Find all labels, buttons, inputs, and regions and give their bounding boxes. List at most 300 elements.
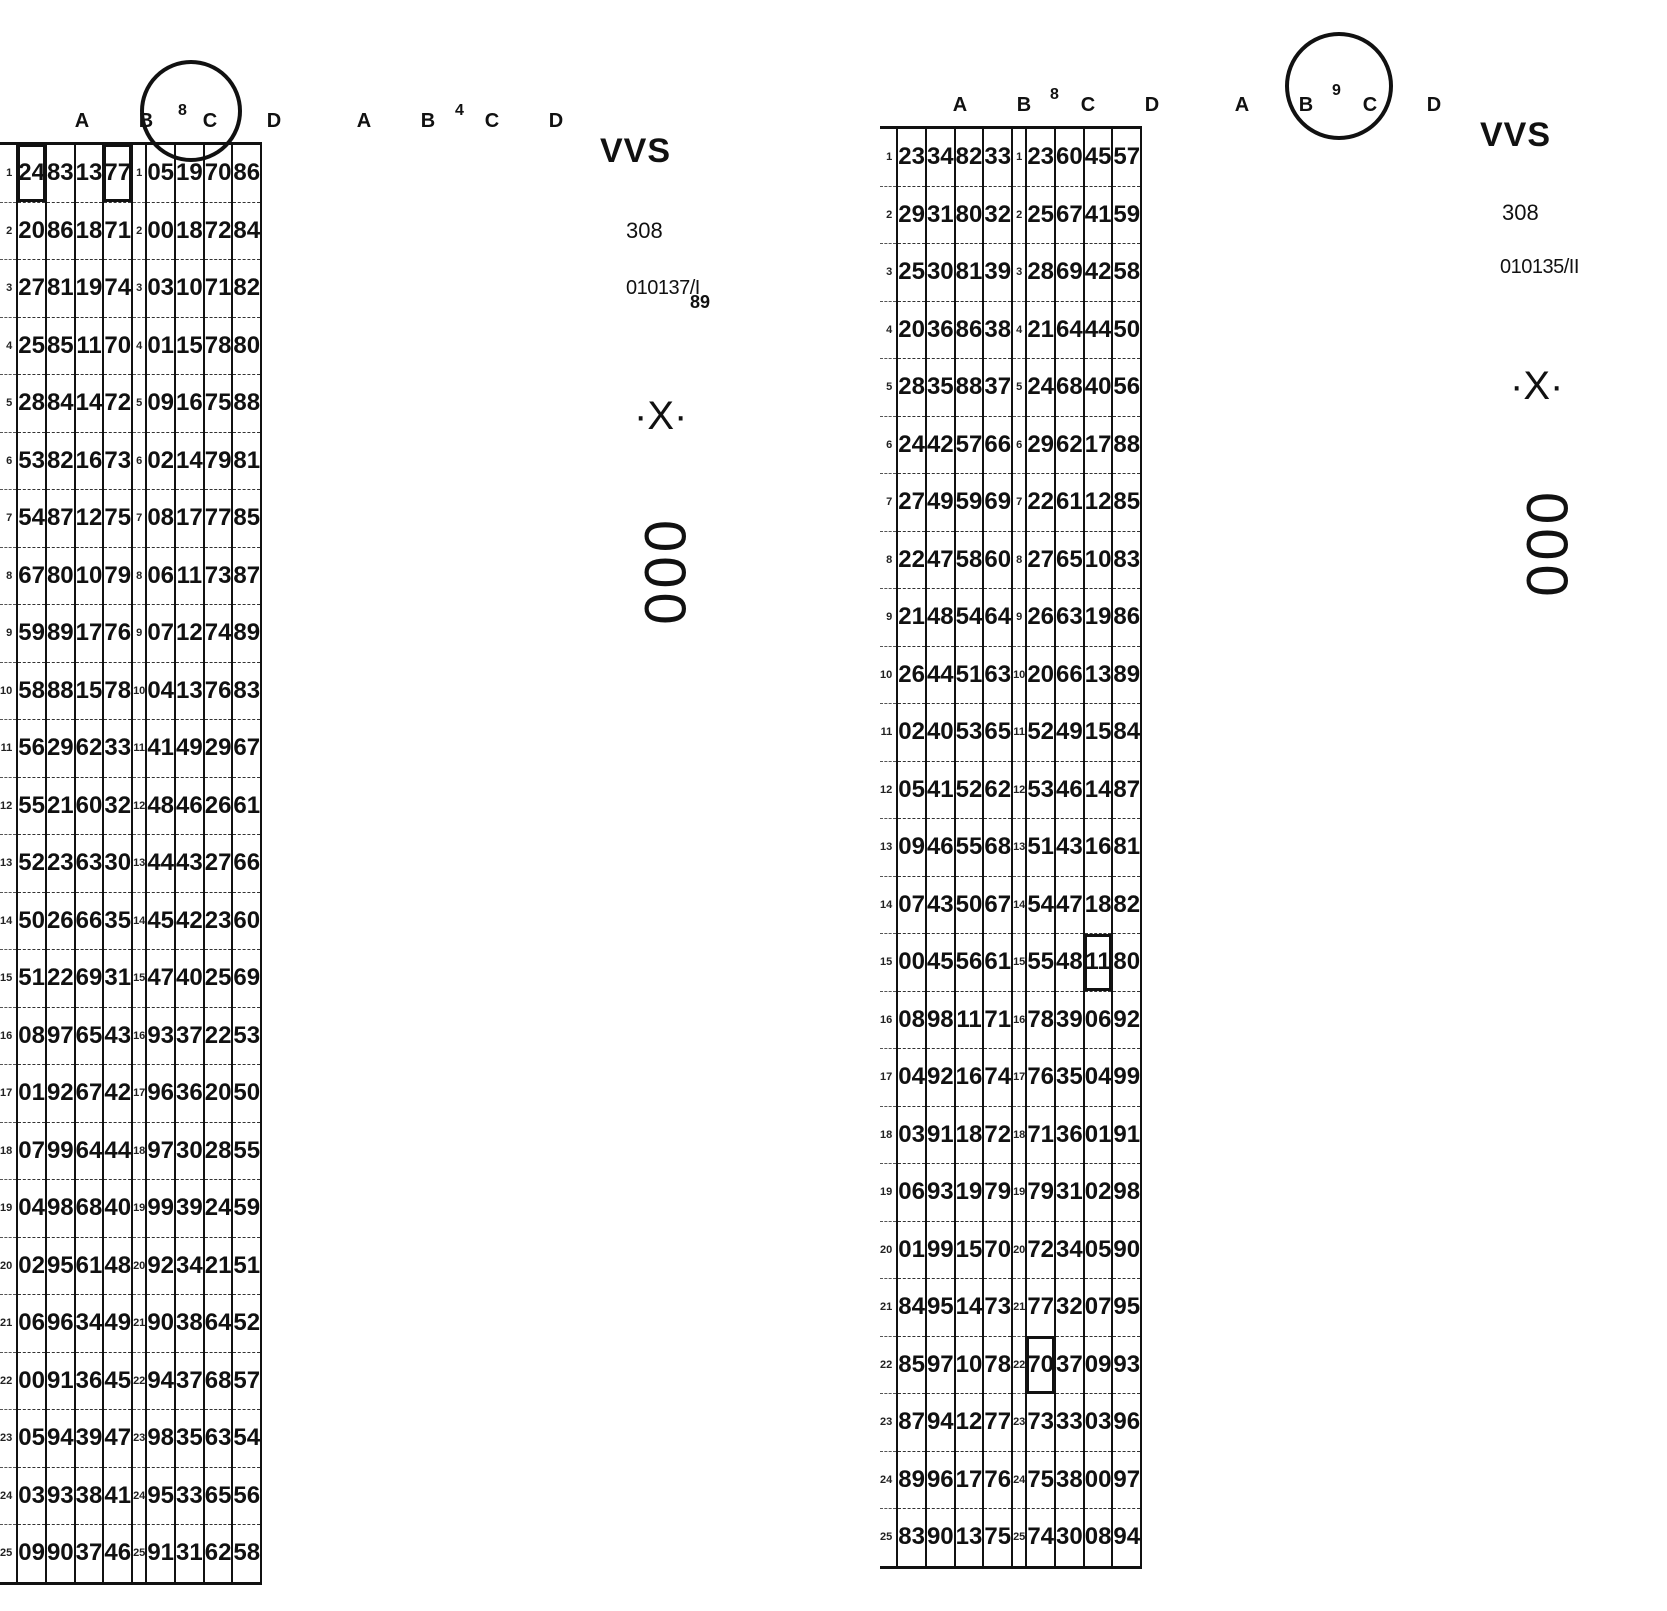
row-number-secondary: 24 [132,1467,146,1525]
grid-cell: 03 [897,1106,926,1164]
grid-cell: 05 [1084,1221,1113,1279]
row-number: 22 [880,1336,897,1394]
row-number-secondary: 21 [1012,1279,1026,1337]
grid-cell: 24 [1026,359,1055,417]
number-grid [0,142,262,1585]
column-header-a2: A [356,110,372,132]
grid-cell: 36 [1055,1106,1084,1164]
grid-cell: 44 [103,1122,132,1180]
row-number-secondary: 16 [132,1007,146,1065]
table-row [0,1295,261,1353]
grid-cell: 54 [232,1410,261,1468]
row-number: 6 [0,432,17,490]
grid-cell: 37 [75,1525,104,1584]
row-number: 22 [0,1352,17,1410]
grid-cell: 95 [1112,1279,1141,1337]
row-number-secondary: 1 [1012,128,1026,187]
table-row [880,474,1141,532]
grid-cell: 97 [46,1007,75,1065]
grid-cell: 02 [1084,1164,1113,1222]
table-row [880,819,1141,877]
grid-cell: 99 [926,1221,955,1279]
grid-cell: 57 [955,416,984,474]
table-row [880,301,1141,359]
row-number-secondary: 1 [132,144,146,203]
grid-cell: 31 [175,1525,204,1584]
grid-cell: 94 [46,1410,75,1468]
grid-cell: 79 [1026,1164,1055,1222]
grid-cell: 25 [17,317,46,375]
row-number-secondary: 6 [1012,416,1026,474]
grid-cell: 86 [232,144,261,203]
row-number-secondary: 17 [132,1065,146,1123]
column-header-d2: D [548,110,564,132]
grid-cell: 78 [204,317,233,375]
grid-cell: 70 [103,317,132,375]
grid-cell: 27 [204,835,233,893]
grid-cell: 99 [1112,1049,1141,1107]
grid-cell: 66 [1055,646,1084,704]
grid-cell: 04 [897,1049,926,1107]
grid-cell: 58 [232,1525,261,1584]
grid-cell: 23 [46,835,75,893]
grid-cell: 89 [46,605,75,663]
grid-cell: 32 [1055,1279,1084,1337]
grid-cell: 61 [75,1237,104,1295]
grid-cell: 15 [175,317,204,375]
grid-cell: 21 [204,1237,233,1295]
table-row [0,1352,261,1410]
column-headers [880,82,1500,124]
grid-cell: 15 [955,1221,984,1279]
row-number: 8 [880,531,897,589]
grid-cell: 63 [204,1410,233,1468]
row-number: 4 [0,317,17,375]
grid-cell: 61 [232,777,261,835]
grid-cell: 75 [1026,1451,1055,1509]
grid-cell: 53 [232,1007,261,1065]
grid-cell: 09 [17,1525,46,1584]
grid-cell: 77 [983,1394,1012,1452]
grid-cell: 13 [75,144,104,203]
grid-cell: 42 [175,892,204,950]
grid-cell: 85 [1112,474,1141,532]
grid-cell: 19 [1084,589,1113,647]
row-number-secondary: 25 [1012,1509,1026,1568]
grid-cell: 48 [146,777,175,835]
number-grid [880,126,1142,1569]
table-row [0,375,261,433]
grid-cell: 76 [204,662,233,720]
grid-cell: 11 [955,991,984,1049]
row-number: 2 [0,202,17,260]
grid-cell: 48 [103,1237,132,1295]
row-number-secondary: 7 [132,490,146,548]
row-number-secondary: 12 [1012,761,1026,819]
grid-cell: 40 [926,704,955,762]
vvs-label: VVS [600,132,672,170]
grid-cell: 60 [75,777,104,835]
grid-cell: 90 [1112,1221,1141,1279]
grid-cell: 65 [1055,531,1084,589]
grid-cell: 28 [1026,244,1055,302]
grid-cell: 85 [46,317,75,375]
table-row [880,704,1141,762]
grid-cell: 71 [204,260,233,318]
grid-cell: 92 [46,1065,75,1123]
grid-cell: 73 [983,1279,1012,1337]
grid-cell: 21 [1026,301,1055,359]
row-number-secondary: 22 [1012,1336,1026,1394]
grid-cell: 25 [897,244,926,302]
grid-cell: 33 [1055,1394,1084,1452]
grid-cell: 36 [175,1065,204,1123]
grid-cell: 68 [1055,359,1084,417]
table-row [0,720,261,778]
row-number-secondary: 2 [1012,186,1026,244]
column-headers [0,102,620,140]
grid-cell: 53 [955,704,984,762]
grid-cell: 98 [46,1180,75,1238]
grid-cell: 47 [926,531,955,589]
grid-cell: 14 [1084,761,1113,819]
row-number: 20 [880,1221,897,1279]
grid-cell: 16 [1084,819,1113,877]
grid-cell: 55 [17,777,46,835]
grid-cell: 54 [1026,876,1055,934]
column-header-b2: B [420,110,436,132]
grid-cell: 06 [17,1295,46,1353]
grid-cell: 88 [1112,416,1141,474]
grid-cell: 61 [1055,474,1084,532]
row-number: 5 [0,375,17,433]
row-number-secondary: 15 [132,950,146,1008]
grid-cell: 37 [1055,1336,1084,1394]
reference-label: 010135/II [1500,256,1579,278]
row-number-secondary: 2 [132,202,146,260]
grid-cell: 80 [46,547,75,605]
grid-cell: 13 [955,1509,984,1568]
grid-cell: 92 [146,1237,175,1295]
grid-cell: 10 [75,547,104,605]
grid-cell: 80 [1112,934,1141,992]
grid-cell: 51 [955,646,984,704]
column-header-a2: A [1234,94,1250,116]
grid-cell: 31 [103,950,132,1008]
table-row [880,761,1141,819]
grid-cell: 41 [926,761,955,819]
grid-cell: 08 [1084,1509,1113,1568]
grid-cell: 49 [1055,704,1084,762]
grid-cell: 50 [1112,301,1141,359]
grid-cell: 07 [146,605,175,663]
grid-cell: 42 [103,1065,132,1123]
grid-cell: 89 [897,1451,926,1509]
grid-cell: 17 [75,605,104,663]
grid-cell: 58 [955,531,984,589]
grid-cell: 73 [1026,1394,1055,1452]
grid-cell: 23 [1026,128,1055,187]
grid-cell: 26 [204,777,233,835]
row-number-secondary: 12 [132,777,146,835]
row-number-secondary: 10 [132,662,146,720]
grid-cell: 29 [46,720,75,778]
grid-cell: 62 [1055,416,1084,474]
grid-cell: 04 [1084,1049,1113,1107]
grid-cell: 36 [75,1352,104,1410]
grid-cell: 79 [983,1164,1012,1222]
grid-cell: 00 [897,934,926,992]
grid-cell: 22 [46,950,75,1008]
grid-cell: 31 [1055,1164,1084,1222]
grid-cell: 20 [897,301,926,359]
grid-cell: 46 [175,777,204,835]
grid-cell: 26 [897,646,926,704]
table-row [0,1122,261,1180]
grid-cell: 71 [1026,1106,1055,1164]
grid-cell: 27 [17,260,46,318]
grid-cell: 38 [75,1467,104,1525]
grid-cell: 40 [1084,359,1113,417]
column-header-b2: B [1298,94,1314,116]
column-header-b: B [138,110,154,132]
row-number-secondary: 21 [132,1295,146,1353]
grid-cell: 98 [146,1410,175,1468]
row-number: 3 [0,260,17,318]
row-number-secondary: 3 [132,260,146,318]
grid-cell: 56 [1112,359,1141,417]
row-number: 20 [0,1237,17,1295]
grid-cell: 11 [175,547,204,605]
table-row [0,317,261,375]
grid-cell: 37 [175,1007,204,1065]
grid-cell: 11 [1084,934,1113,992]
grid-cell: 09 [1084,1336,1113,1394]
grid-cell: 41 [1084,186,1113,244]
grid-cell: 87 [1112,761,1141,819]
grid-cell: 63 [1055,589,1084,647]
grid-cell: 44 [1084,301,1113,359]
grid-cell: 04 [146,662,175,720]
grid-cell: 92 [1112,991,1141,1049]
row-number-secondary: 15 [1012,934,1026,992]
grid-cell: 34 [175,1237,204,1295]
grid-cell: 57 [232,1352,261,1410]
grid-cell: 45 [926,934,955,992]
header-superscript: 8 [1050,86,1059,103]
grid-cell: 55 [1026,934,1055,992]
row-number-secondary: 18 [132,1122,146,1180]
column-header-c2: C [484,110,500,132]
grid-cell: 38 [1055,1451,1084,1509]
row-number: 24 [0,1467,17,1525]
grid-cell: 55 [955,819,984,877]
grid-cell: 68 [204,1352,233,1410]
grid-cell: 04 [17,1180,46,1238]
grid-cell: 39 [75,1410,104,1468]
grid-cell: 67 [75,1065,104,1123]
grid-cell: 14 [75,375,104,433]
grid-cell: 49 [175,720,204,778]
grid-cell: 35 [1055,1049,1084,1107]
row-number: 18 [880,1106,897,1164]
header-superscript: 9 [1332,82,1341,99]
row-number: 12 [0,777,17,835]
table-row [0,950,261,1008]
code-label: 308 [626,218,663,243]
column-header-c: C [202,110,218,132]
grid-cell: 71 [103,202,132,260]
grid-cell: 61 [983,934,1012,992]
row-number: 23 [880,1394,897,1452]
grid-cell: 30 [103,835,132,893]
grid-cell: 15 [1084,704,1113,762]
grid-cell: 79 [103,547,132,605]
grid-cell: 67 [17,547,46,605]
row-number-secondary: 5 [1012,359,1026,417]
grid-cell: 17 [955,1451,984,1509]
row-number-secondary: 10 [1012,646,1026,704]
grid-cell: 52 [955,761,984,819]
grid-cell: 98 [1112,1164,1141,1222]
grid-cell: 41 [103,1467,132,1525]
grid-cell: 45 [146,892,175,950]
grid-cell: 74 [204,605,233,663]
grid-cell: 84 [1112,704,1141,762]
row-number: 13 [880,819,897,877]
grid-cell: 30 [175,1122,204,1180]
grid-cell: 39 [1055,991,1084,1049]
grid-cell: 62 [983,761,1012,819]
reference-label: 010137/I [626,277,700,299]
grid-cell: 74 [1026,1509,1055,1568]
table-row [0,777,261,835]
row-number-secondary: 14 [132,892,146,950]
grid-cell: 43 [926,876,955,934]
grid-cell: 28 [17,375,46,433]
grid-cell: 54 [17,490,46,548]
grid-cell: 45 [1084,128,1113,187]
grid-cell: 96 [146,1065,175,1123]
table-row [880,186,1141,244]
table-row [0,662,261,720]
grid-cell: 39 [983,244,1012,302]
row-number: 2 [880,186,897,244]
grid-cell: 32 [103,777,132,835]
row-number-secondary: 22 [132,1352,146,1410]
grid-cell: 66 [983,416,1012,474]
grid-cell: 66 [232,835,261,893]
row-number-secondary: 11 [1012,704,1026,762]
row-number-secondary: 4 [132,317,146,375]
grid-cell: 30 [926,244,955,302]
row-number: 14 [880,876,897,934]
grid-cell: 53 [17,432,46,490]
grid-cell: 05 [897,761,926,819]
grid-cell: 67 [232,720,261,778]
row-number-secondary: 13 [1012,819,1026,877]
grid-cell: 18 [175,202,204,260]
grid-cell: 07 [897,876,926,934]
grid-cell: 34 [1055,1221,1084,1279]
row-number: 17 [880,1049,897,1107]
grid-cell: 24 [17,144,46,203]
grid-cell: 94 [1112,1509,1141,1568]
row-number-secondary: 19 [1012,1164,1026,1222]
row-number: 16 [880,991,897,1049]
grid-cell: 50 [232,1065,261,1123]
grid-cell: 41 [146,720,175,778]
grid-cell: 60 [232,892,261,950]
table-row [880,1049,1141,1107]
grid-cell: 75 [204,375,233,433]
grid-cell: 68 [75,1180,104,1238]
grid-cell: 95 [926,1279,955,1337]
grid-cell: 81 [46,260,75,318]
grid-cell: 70 [983,1221,1012,1279]
grid-cell: 93 [1112,1336,1141,1394]
grid-cell: 31 [926,186,955,244]
grid-cell: 18 [75,202,104,260]
grid-cell: 72 [983,1106,1012,1164]
grid-cell: 56 [955,934,984,992]
grid-cell: 38 [175,1295,204,1353]
grid-cell: 86 [955,301,984,359]
grid-cell: 40 [103,1180,132,1238]
row-number: 24 [880,1451,897,1509]
row-number: 12 [880,761,897,819]
table-row [0,1237,261,1295]
grid-cell: 27 [897,474,926,532]
grid-cell: 07 [17,1122,46,1180]
grid-cell: 97 [1112,1451,1141,1509]
row-number: 19 [880,1164,897,1222]
table-row [0,490,261,548]
row-number-secondary: 25 [132,1525,146,1584]
grid-cell: 93 [46,1467,75,1525]
grid-cell: 59 [955,474,984,532]
grid-cell: 77 [204,490,233,548]
grid-cell: 86 [46,202,75,260]
grid-cell: 63 [75,835,104,893]
grid-cell: 64 [75,1122,104,1180]
grid-cell: 01 [1084,1106,1113,1164]
grid-cell: 75 [103,490,132,548]
grid-cell: 62 [75,720,104,778]
grid-cell: 69 [1055,244,1084,302]
grid-cell: 28 [897,359,926,417]
grid-cell: 34 [75,1295,104,1353]
table-row [880,1394,1141,1452]
grid-cell: 05 [17,1410,46,1468]
table-row [880,244,1141,302]
row-number: 15 [0,950,17,1008]
grid-cell: 00 [146,202,175,260]
grid-cell: 64 [1055,301,1084,359]
grid-cell: 78 [1026,991,1055,1049]
row-number: 5 [880,359,897,417]
grid-cell: 17 [1084,416,1113,474]
vvs-label: VVS [1480,116,1552,154]
grid-cell: 40 [175,950,204,1008]
table-row [0,202,261,260]
grid-cell: 64 [204,1295,233,1353]
table-row [880,1164,1141,1222]
grid-cell: 72 [204,202,233,260]
column-header-d2: D [1426,94,1442,116]
grid-cell: 84 [46,375,75,433]
row-number: 7 [880,474,897,532]
